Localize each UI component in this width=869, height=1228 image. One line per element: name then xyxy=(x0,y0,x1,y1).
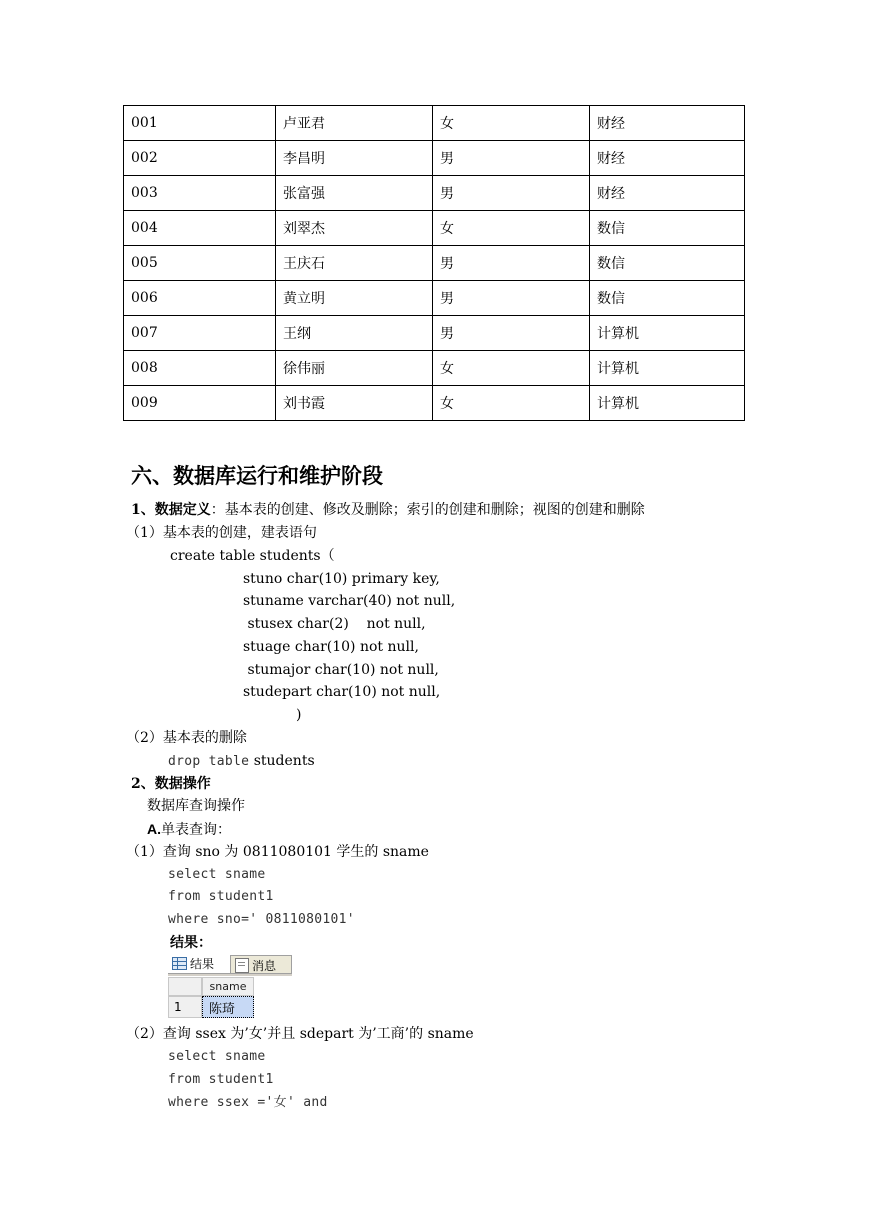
table-cell: 张富强 xyxy=(276,176,433,211)
table-cell: 男 xyxy=(433,176,590,211)
students-table xyxy=(123,105,745,421)
table-cell: 男 xyxy=(433,316,590,351)
query-ops-label: 数据库查询操作 xyxy=(147,798,245,814)
data-definition-line xyxy=(131,501,645,519)
create-line-2: stuname varchar(40) not null, xyxy=(243,593,456,609)
drop-table-name: students xyxy=(253,753,315,769)
grid-corner xyxy=(168,977,202,996)
table-cell: 徐伟丽 xyxy=(276,351,433,386)
table-row xyxy=(124,106,745,141)
drop-statement xyxy=(168,752,315,771)
table-cell: 008 xyxy=(124,351,276,386)
table-cell: 数信 xyxy=(590,246,745,281)
table-row xyxy=(124,246,745,281)
table-cell: 财经 xyxy=(590,141,745,176)
table-cell: 计算机 xyxy=(590,351,745,386)
table-cell: 卢亚君 xyxy=(276,106,433,141)
table-cell: 004 xyxy=(124,211,276,246)
table-row xyxy=(124,141,745,176)
table-cell: 王纲 xyxy=(276,316,433,351)
q2-sql-1: from student1 xyxy=(168,1072,274,1087)
single-a-marker: A. xyxy=(147,821,161,837)
item2-heading: 2、数据操作 xyxy=(131,776,211,792)
table-cell: 女 xyxy=(433,106,590,141)
create-line-4: stuage char(10) not null, xyxy=(243,639,419,655)
table-cell: 财经 xyxy=(590,176,745,211)
tab-results-label: 结果 xyxy=(190,956,215,971)
q1-sql-1: from student1 xyxy=(168,889,274,904)
result-tabs xyxy=(168,953,292,975)
table-cell: 009 xyxy=(124,386,276,421)
section-heading: 六、数据库运行和维护阶段 xyxy=(131,463,383,488)
tab-divider xyxy=(168,973,292,976)
table-cell: 007 xyxy=(124,316,276,351)
table-cell: 男 xyxy=(433,141,590,176)
q2-title: （2）查询 ssex 为’女’并且 sdepart 为’工商’的 sname xyxy=(126,1026,474,1042)
grid-column-header[interactable]: sname xyxy=(202,977,254,996)
table-row xyxy=(124,211,745,246)
single-table-query-label xyxy=(147,820,231,839)
tab-messages-label: 消息 xyxy=(252,959,277,973)
table-cell: 男 xyxy=(433,281,590,316)
q2-sql-2: where ssex ='女' and xyxy=(168,1095,328,1110)
q2-sql-0: select sname xyxy=(168,1049,266,1064)
grid-icon xyxy=(172,957,187,970)
table-cell: 黄立明 xyxy=(276,281,433,316)
create-line-6: studepart char(10) not null, xyxy=(243,684,441,700)
table-cell: 002 xyxy=(124,141,276,176)
sub2-heading: （2）基本表的删除 xyxy=(126,730,247,746)
tab-results[interactable] xyxy=(168,953,228,973)
table-cell: 005 xyxy=(124,246,276,281)
item1-label: 1、数据定义 xyxy=(131,502,211,518)
table-cell: 计算机 xyxy=(590,316,745,351)
table-cell: 男 xyxy=(433,246,590,281)
table-row xyxy=(124,351,745,386)
table-cell: 女 xyxy=(433,351,590,386)
item1-text: ：基本表的创建、修改及删除；索引的创建和删除；视图的创建和删除 xyxy=(210,502,645,518)
table-cell: 数信 xyxy=(590,211,745,246)
table-cell: 财经 xyxy=(590,106,745,141)
table-row xyxy=(124,316,745,351)
table-row xyxy=(124,386,745,421)
single-text: 单表查询： xyxy=(161,822,231,838)
table-cell: 女 xyxy=(433,211,590,246)
table-cell: 006 xyxy=(124,281,276,316)
grid-row-number[interactable]: 1 xyxy=(168,996,202,1018)
create-line-0: create table students（ xyxy=(170,548,335,564)
table-row xyxy=(124,176,745,211)
drop-keyword: drop table xyxy=(168,754,250,769)
result-grid xyxy=(168,977,254,1019)
tab-messages[interactable] xyxy=(230,955,292,975)
create-line-1: stuno char(10) primary key, xyxy=(243,571,440,587)
q1-sql-0: select sname xyxy=(168,867,266,882)
sub1-heading: （1）基本表的创建，建表语句 xyxy=(126,525,317,541)
q1-title: （1）查询 sno 为 0811080101 学生的 sname xyxy=(126,844,429,860)
create-line-3: stusex char(2) not null, xyxy=(243,616,426,632)
table-cell: 女 xyxy=(433,386,590,421)
table-cell: 刘翠杰 xyxy=(276,211,433,246)
table-cell: 数信 xyxy=(590,281,745,316)
q1-sql-2: where sno=' 0811080101' xyxy=(168,912,355,927)
table-cell: 王庆石 xyxy=(276,246,433,281)
table-cell: 计算机 xyxy=(590,386,745,421)
create-line-7: ) xyxy=(296,707,302,723)
table-cell: 刘书霞 xyxy=(276,386,433,421)
grid-cell[interactable]: 陈琦 xyxy=(202,996,254,1018)
message-icon xyxy=(235,958,249,973)
table-cell: 李昌明 xyxy=(276,141,433,176)
q1-result-label: 结果： xyxy=(170,935,212,951)
create-line-5: stumajor char(10) not null, xyxy=(243,662,439,678)
table-cell: 001 xyxy=(124,106,276,141)
table-row xyxy=(124,281,745,316)
table-cell: 003 xyxy=(124,176,276,211)
